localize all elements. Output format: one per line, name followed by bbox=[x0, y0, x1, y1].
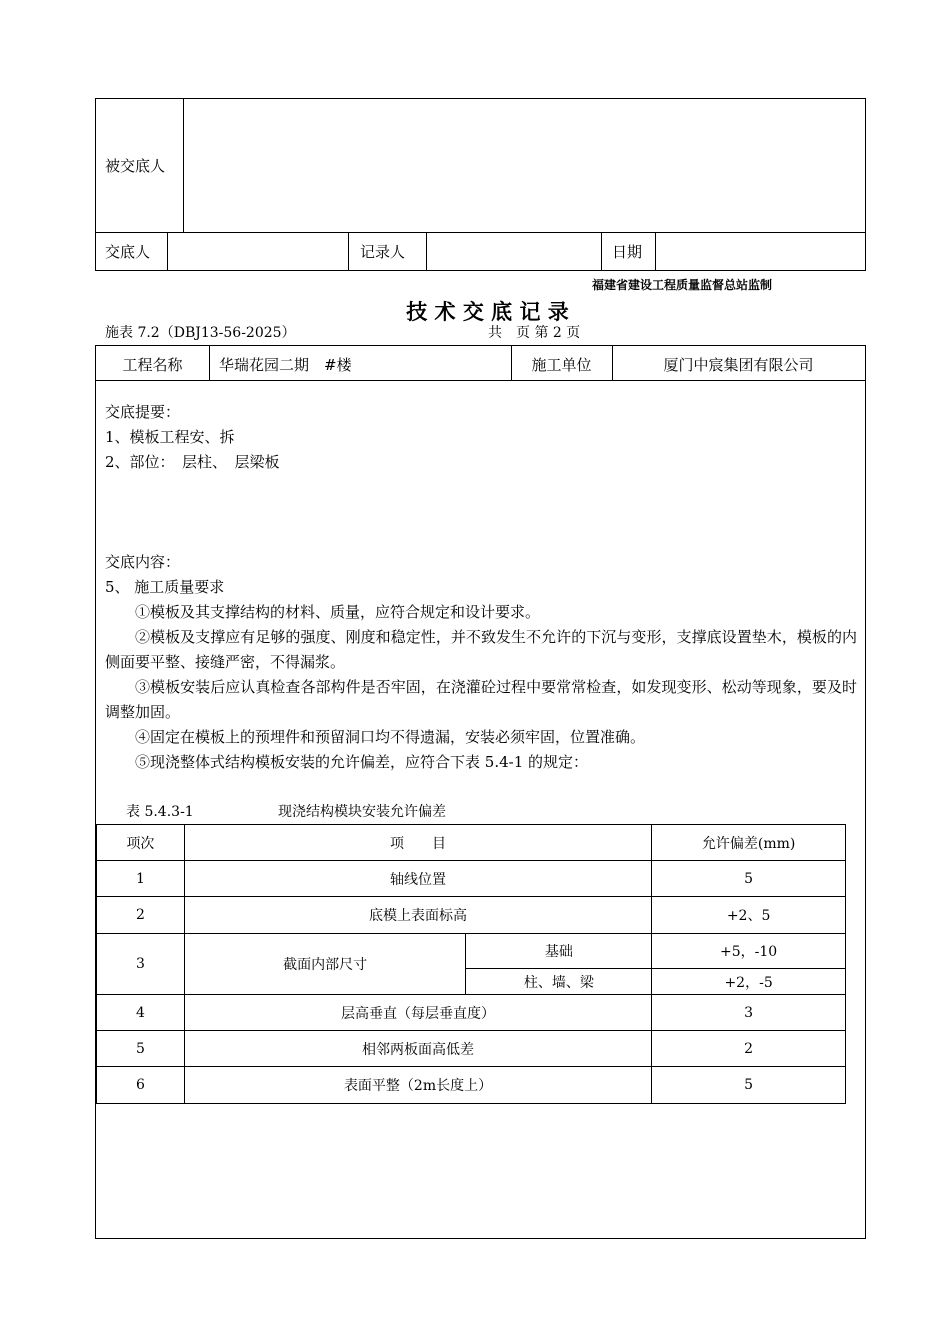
header-divider bbox=[209, 346, 210, 380]
row-item: 轴线位置 bbox=[184, 861, 651, 897]
row-number: 5 bbox=[97, 1031, 185, 1067]
table-caption-number: 表 5.4.3-1 bbox=[126, 804, 194, 820]
date-label: 日期 bbox=[612, 243, 643, 261]
form-divider bbox=[426, 233, 427, 270]
form-divider bbox=[601, 233, 602, 270]
content-heading: 交底内容： bbox=[105, 553, 181, 571]
row-subitem: 基础 bbox=[466, 934, 652, 969]
form-code: 施表 7.2（DBJ13-56-2025） bbox=[105, 325, 296, 341]
row-value: 2 bbox=[652, 1031, 846, 1067]
content-paragraph: ②模板及支撑应有足够的强度、刚度和稳定性，并不致发生不允许的下沉与变形，支撑底设置垫木，模板的内侧面要平整、接缝严密，不得漏浆。 bbox=[105, 628, 857, 671]
table-caption-title: 现浇结构模块安装允许偏差 bbox=[278, 804, 446, 820]
row-subitem: 柱、墙、梁 bbox=[466, 969, 652, 995]
row-number: 4 bbox=[97, 995, 185, 1031]
table-row bbox=[97, 897, 846, 934]
row-value: +2，-5 bbox=[652, 969, 846, 995]
table-row bbox=[97, 1067, 846, 1104]
content-paragraph: ③模板安装后应认真检查各部构件是否牢固，在浇灌砼过程中要常常检查，如发现变形、松动等现象，要及时调整加固。 bbox=[105, 678, 857, 721]
project-label: 工程名称 bbox=[122, 356, 183, 374]
contractor-label: 施工单位 bbox=[531, 356, 592, 374]
row-item: 表面平整（2m长度上） bbox=[184, 1067, 651, 1104]
discloser-field[interactable] bbox=[169, 234, 346, 268]
page-title: 技 术 交 底 记 录 bbox=[406, 299, 569, 324]
summary-item: 1、模板工程安、拆 bbox=[105, 428, 235, 446]
row-value: 3 bbox=[652, 995, 846, 1031]
table-row bbox=[97, 995, 846, 1031]
form-divider bbox=[655, 233, 656, 270]
summary-heading: 交底提要： bbox=[105, 403, 181, 421]
table-row bbox=[97, 934, 846, 969]
contractor-value: 厦门中宸集团有限公司 bbox=[663, 356, 814, 374]
row-number: 3 bbox=[97, 934, 185, 995]
header-divider bbox=[96, 380, 865, 381]
date-field[interactable] bbox=[657, 234, 863, 268]
row-item: 相邻两板面高低差 bbox=[184, 1031, 651, 1067]
page-info: 共 页 第 2 页 bbox=[488, 325, 581, 341]
form-divider bbox=[96, 232, 865, 233]
table-row bbox=[97, 861, 846, 897]
recorder-field[interactable] bbox=[428, 234, 599, 268]
row-value: +2、5 bbox=[652, 897, 846, 934]
recorder-label: 记录人 bbox=[360, 243, 406, 261]
content-paragraph: ①模板及其支撑结构的材料、质量，应符合规定和设计要求。 bbox=[135, 603, 541, 621]
content-paragraph: ⑤现浇整体式结构模板安装的允许偏差，应符合下表 5.4-1 的规定： bbox=[135, 753, 589, 771]
summary-item: 2、部位： 层柱、 层梁板 bbox=[105, 453, 280, 471]
row-value: +5，-10 bbox=[652, 934, 846, 969]
supervisor-note: 福建省建设工程质量监督总站监制 bbox=[592, 278, 773, 292]
table-row bbox=[97, 1031, 846, 1067]
project-value: 华瑞花园二期 #楼 bbox=[219, 356, 352, 374]
row-value: 5 bbox=[652, 861, 846, 897]
header-cell: 允许偏差(mm) bbox=[652, 825, 846, 861]
tolerance-table bbox=[96, 824, 846, 1104]
row-item: 截面内部尺寸 bbox=[184, 934, 466, 995]
form-divider bbox=[348, 233, 349, 270]
row-item: 层高垂直（每层垂直度） bbox=[184, 995, 651, 1031]
row-item: 底模上表面标高 bbox=[184, 897, 651, 934]
content-section: 5、 施工质量要求 bbox=[105, 578, 225, 596]
content-paragraph: ④固定在模板上的预埋件和预留洞口均不得遗漏，安装必须牢固，位置准确。 bbox=[135, 728, 646, 746]
receiver-label: 被交底人 bbox=[105, 157, 166, 175]
row-number: 6 bbox=[97, 1067, 185, 1104]
header-cell: 项次 bbox=[97, 825, 185, 861]
receiver-signature-field[interactable] bbox=[185, 100, 863, 230]
main-form bbox=[95, 345, 866, 1239]
discloser-label: 交底人 bbox=[105, 243, 151, 261]
table-header-row bbox=[97, 825, 846, 861]
row-value: 5 bbox=[652, 1067, 846, 1104]
form-divider bbox=[183, 99, 184, 233]
form-divider bbox=[167, 233, 168, 270]
row-number: 1 bbox=[97, 861, 185, 897]
row-number: 2 bbox=[97, 897, 185, 934]
header-cell: 项 目 bbox=[184, 825, 651, 861]
